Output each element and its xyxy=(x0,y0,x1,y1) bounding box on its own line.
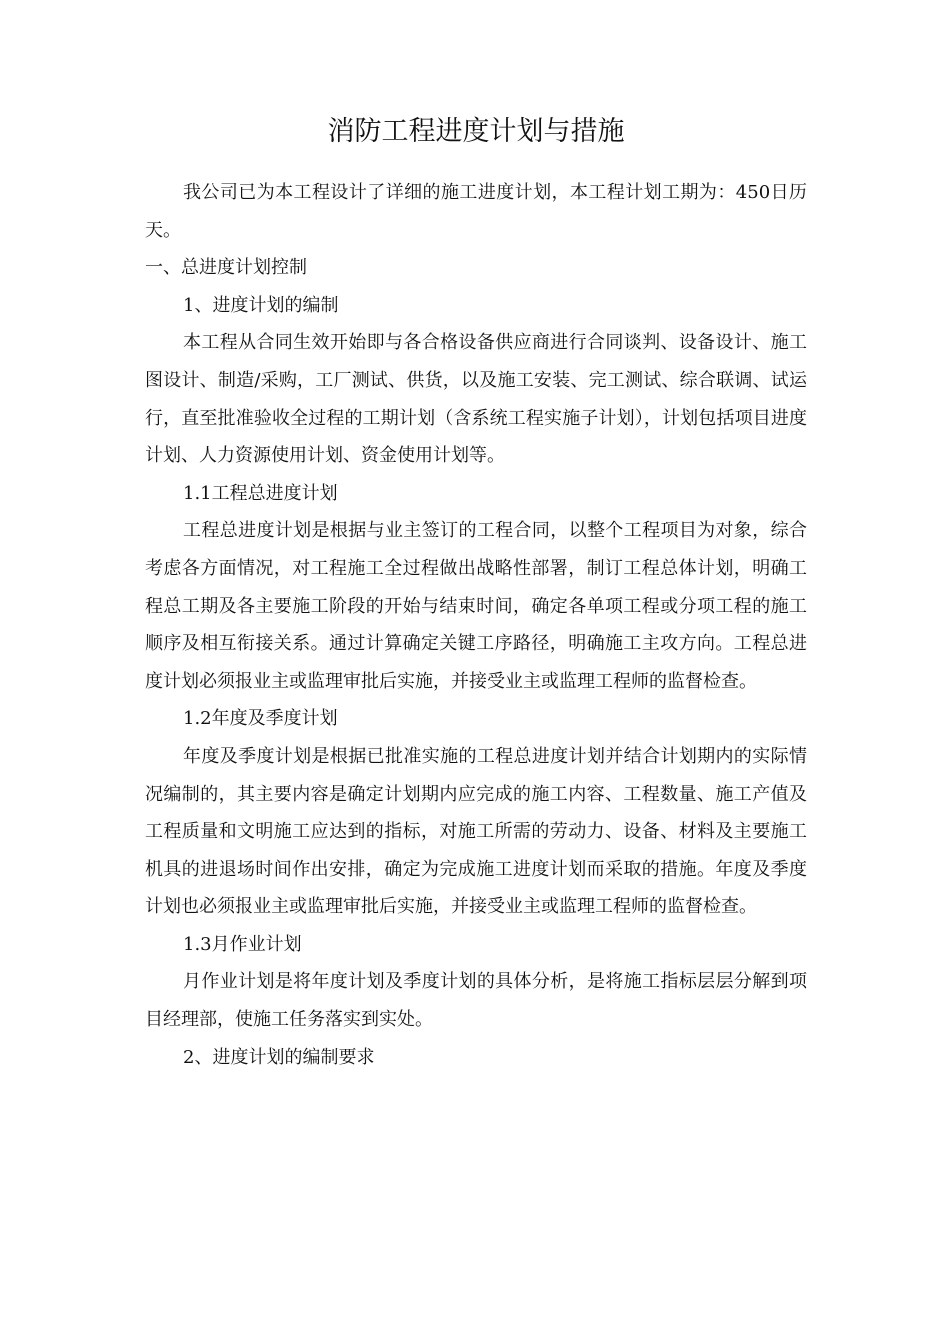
paragraph-monthly-plan: 月作业计划是将年度计划及季度计划的具体分析，是将施工指标层层分解到项目经理部，使施工任务落实到实处。 xyxy=(145,971,807,1031)
subsection-heading-2: 2、进度计划的编制要求 xyxy=(183,1046,375,1068)
paragraph-master-schedule: 工程总进度计划是根据与业主签订的工程合同，以整个工程项目为对象，综合考虑各方面情况，对工程施工全过程做出战略性部署，制订工程总体计划，明确工程总工期及各主要施工阶段的开始与结束时间，确定各单项工程或分项工程的施工顺序及相互衔接关系。通过计算确定关键工序路径，明确施工主攻方向。工程总进度计划必须报业主或监理审批后实施，并接受业主或监理工程师的监督检查。 xyxy=(145,520,807,692)
paragraph-plan-scope: 本工程从合同生效开始即与各合格设备供应商进行合同谈判、设备设计、施工图设计、制造/采购，工厂测试、供货，以及施工安装、完工测试、综合联调、试运行，直至批准验收全过程的工期计划（含系统工程实施子计划），计划包括项目进度计划、人力资源使用计划、资金使用计划等。 xyxy=(145,332,807,467)
paragraph-annual-quarterly: 年度及季度计划是根据已批准实施的工程总进度计划并结合计划期内的实际情况编制的，其主要内容是确定计划期内应完成的施工内容、工程数量、施工产值及工程质量和文明施工应达到的指标，对施工所需的劳动力、设备、材料及主要施工机具的进退场时间作出安排，确定为完成施工进度计划而采取的措施。年度及季度计划也必须报业主或监理审批后实施，并接受业主或监理工程师的监督检查。 xyxy=(145,745,807,918)
subsection-heading-1: 1、进度计划的编制 xyxy=(183,294,339,316)
document-page xyxy=(145,110,807,1076)
subsection-heading-1-3: 1.3月作业计划 xyxy=(183,933,302,955)
section-heading-1: 一、总进度计划控制 xyxy=(145,257,307,279)
subsection-heading-1-2: 1.2年度及季度计划 xyxy=(183,708,338,730)
subsection-heading-1-1: 1.1工程总进度计划 xyxy=(183,482,338,504)
paragraph-intro: 我公司已为本工程设计了详细的施工进度计划，本工程计划工期为：450日历天。 xyxy=(145,182,807,241)
document-title: 消防工程进度计划与措施 xyxy=(327,116,625,147)
